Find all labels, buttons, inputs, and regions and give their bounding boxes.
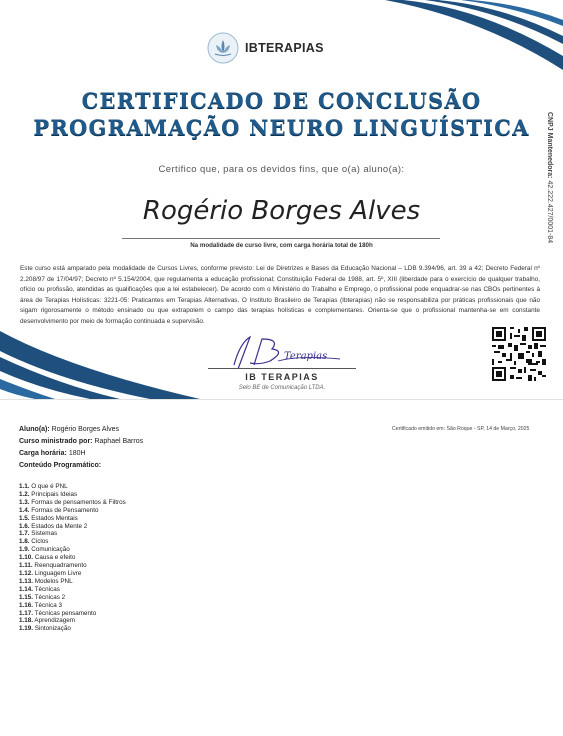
- list-item: 1.8. Ciclos: [19, 538, 49, 546]
- issued-date: Certificado emitido em: São Roque - SP, 14 de Março, 2025: [392, 426, 530, 432]
- certificate-title-line-2: PROGRAMAÇÃO NEURO LINGUÍSTICA: [33, 115, 530, 140]
- qr-code[interactable]: [492, 327, 546, 381]
- list-item: 1.12. Linguagem Livre: [19, 569, 82, 577]
- signature-name: IB TERAPIAS: [245, 372, 319, 382]
- list-item: 1.6. Estados da Mente 2: [19, 522, 88, 530]
- student-detail-label: Aluno(a):: [19, 426, 50, 433]
- student-detail: [19, 424, 549, 436]
- instructor-detail: [19, 436, 549, 448]
- course-modality: Na modalidade de curso livre, com carga horária total de 180h: [190, 242, 373, 249]
- certificate-title-line-1: CERTIFICADO DE CONCLUSÃO: [81, 88, 482, 113]
- course-details: [19, 424, 549, 472]
- legal-text: Este curso está amparado pela modalidade de Cursos Livres, conforme previsto: Lei de Diretrizes e Bases da Educação Nacional – LDB 9.394/96, art. 39 a 42; Decreto Federal nº 2.208/97 de 17/04/97; Decreto nº 5.154/2004, que regulamenta a educação profissional; Constituição Federal de 1988, art. 5º, XIII (liberdade para o exercício de qualquer trabalho, ofício ou profissão, atendidas as qualificações que a lei estabelecer). De acordo com o Ministério do Trabalho e Emprego, o profissional pode enquadrar-se nas CBOs pertinentes à área de Terapias Holísticas: 3221-05: Praticantes em Terapias Alternativas. O Instituto Brasileiro de Terapias (Ibterapias) não se responsabiliza por práticas profissionais que não sigam rigorosamente o método ensinado ou que extrapolem o campo das terapias holísticas e complementares. Orienta-se que o profissional mantenha-se em constante desenvolvimento por meio de formação continuada e supervisão.: [20, 265, 540, 325]
- hours-detail: [19, 448, 549, 460]
- signature-company: Selo BE de Comunicação LTDA.: [238, 385, 326, 391]
- list-item: 1.2. Principais Ideias: [19, 490, 78, 498]
- list-item: 1.9. Comunicação: [19, 546, 70, 554]
- list-item: 1.10. Causa e efeito: [19, 554, 76, 562]
- list-item: 1.1. O que é PNL: [19, 483, 68, 490]
- student-name: Rogério Borges Alves: [142, 196, 421, 226]
- handwritten-signature: [220, 333, 360, 373]
- list-item: 1.7. Sistemas: [19, 530, 58, 538]
- list-item: 1.4. Formas de Pensamento: [19, 506, 99, 514]
- instructor-detail-label: Curso ministrado por:: [19, 438, 93, 445]
- list-item: 1.17. Técnicas pensamento: [19, 609, 97, 617]
- signature-line: [208, 368, 356, 369]
- program-heading: [19, 460, 549, 472]
- list-item: 1.5. Estados Mentais: [19, 514, 78, 522]
- list-item: 1.14. Técnicas: [19, 585, 60, 593]
- list-item: 1.16. Técnica 3: [19, 601, 62, 609]
- lotus-icon: [207, 32, 239, 64]
- list-item: 1.13. Modelos PNL: [19, 577, 73, 585]
- cnpj-label: CNPJ Mantenedora:: [546, 112, 553, 179]
- list-item: 1.19. Sintonização: [19, 625, 71, 633]
- program-list: [19, 483, 319, 633]
- name-underline: [122, 238, 440, 239]
- list-item: 1.11. Reenquadramento: [19, 562, 87, 570]
- certificate-intro: Certifico que, para os devidos fins, que o(a) aluno(a):: [158, 164, 405, 175]
- student-detail-value: Rogério Borges Alves: [51, 426, 119, 433]
- brand-name: IBTERAPIAS: [245, 41, 324, 55]
- svg-text:Terapias: Terapias: [284, 351, 328, 362]
- hours-detail-value: 180H: [68, 450, 86, 457]
- cnpj-value: 42.222.427/0001-84: [546, 180, 553, 244]
- program-heading-label: Conteúdo Programático:: [19, 462, 102, 469]
- decorative-waves-top-right: [363, 0, 563, 80]
- list-item: 1.18. Aprendizagem: [19, 617, 76, 625]
- hours-detail-label: Carga horária:: [19, 450, 67, 457]
- brand-logo: [207, 32, 324, 64]
- instructor-detail-value: Raphael Barros: [94, 438, 144, 445]
- list-item: 1.15. Técnicas 2: [19, 593, 66, 601]
- list-item: 1.3. Formas de pensamentos & Filtros: [19, 498, 126, 506]
